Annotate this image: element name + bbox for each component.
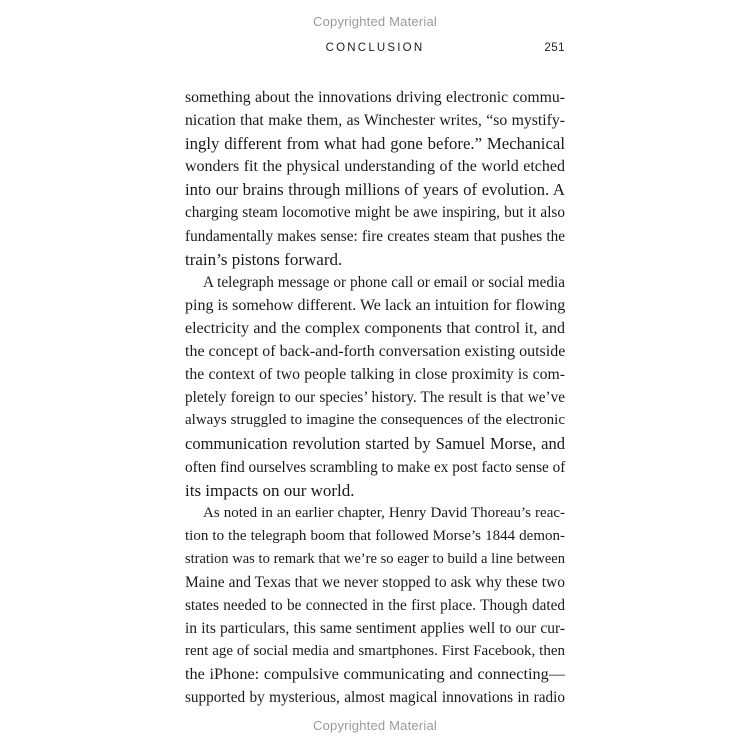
- text-line: the context of two people talking in close proximity is com-: [185, 366, 565, 384]
- copyright-watermark-bottom: Copyrighted Material: [313, 718, 437, 733]
- text-line: Maine and Texas that we never stopped to ask why these two: [185, 573, 565, 591]
- text-line: always struggled to imagine the consequences of the electronic: [185, 412, 565, 429]
- text-line: something about the innovations driving electronic commu-: [185, 89, 565, 106]
- text-line: wonders fit the physical understanding of the world etched: [185, 158, 565, 176]
- text-line: As noted in an earlier chapter, Henry David Thoreau’s reac-: [203, 504, 565, 521]
- text-line: into our brains through millions of years of evolution. A: [185, 180, 565, 200]
- text-line: in its particulars, this same sentiment applies well to our cur-: [185, 620, 565, 638]
- body-text: [185, 86, 565, 710]
- text-line: rent age of social media and smartphones. First Facebook, then: [185, 643, 565, 660]
- text-line: charging steam locomotive might be awe inspiring, but it also: [185, 204, 565, 222]
- text-line: the concept of back-and-forth conversation existing outside: [185, 343, 566, 361]
- paragraph-3: [185, 502, 565, 710]
- text-line: nication that make them, as Winchester writes, “so mystify-: [185, 112, 565, 130]
- text-line: stration was to remark that we’re so eager to build a line between: [185, 550, 565, 567]
- text-line: the iPhone: compulsive communicating and connecting—: [185, 665, 565, 684]
- copyright-watermark-top: Copyrighted Material: [313, 14, 437, 29]
- text-line: communication revolution started by Samuel Morse, and: [185, 434, 565, 454]
- text-line: often find ourselves scrambling to make ex post facto sense of: [185, 458, 566, 476]
- text-line: A telegraph message or phone call or email or social media: [203, 273, 565, 291]
- chapter-title: CONCLUSION: [325, 42, 425, 54]
- text-line: states needed to be connected in the first place. Though dated: [185, 597, 565, 615]
- text-line: supported by mysterious, almost magical innovations in radio: [185, 689, 565, 707]
- text-line: its impacts on our world.: [185, 480, 355, 500]
- text-line: pletely foreign to our species’ history. The result is that we’ve: [185, 389, 565, 407]
- page-number: 251: [544, 42, 565, 54]
- paragraph-1: [185, 86, 565, 271]
- text-line: fundamentally makes sense: fire creates steam that pushes the: [185, 227, 565, 245]
- text-line: train’s pistons forward.: [185, 249, 343, 269]
- text-line: ingly different from what had gone before.” Mechanical: [185, 134, 565, 154]
- text-line: tion to the telegraph boom that followed Morse’s 1844 demon-: [185, 527, 565, 544]
- text-line: ping is somehow different. We lack an intuition for flowing: [185, 296, 566, 314]
- running-head: [185, 42, 565, 58]
- text-line: electricity and the complex components that control it, and: [185, 319, 565, 337]
- paragraph-2: [185, 271, 565, 502]
